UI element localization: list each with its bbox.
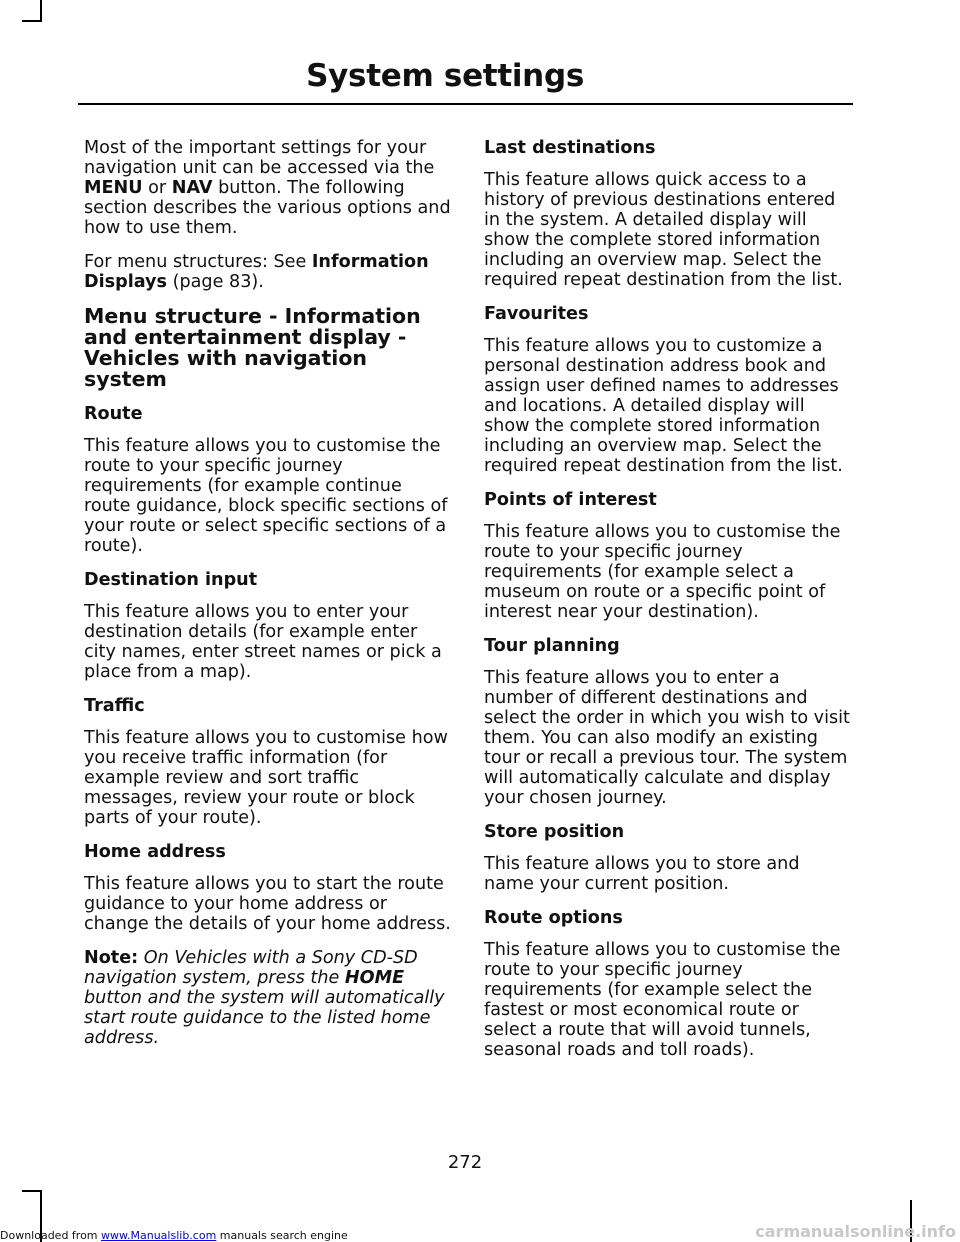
crop-mark	[22, 1190, 42, 1192]
note-paragraph: Note: On Vehicles with a Sony CD-SD navigation system, press the HOME button and the system will automatically start route guidance to the listed home address.	[84, 948, 445, 1048]
subsection-body: This feature allows you to customise how you receive traffic information (for example review and sort traffic messages, review your route or block parts of your route).	[84, 728, 448, 828]
download-footer: Downloaded from www.Manualslib.com manuals search engine	[0, 1229, 348, 1242]
subsection-body: This feature allows you to customise the route to your specific journey requirements (for example continue route guidance, block specific sections of your route or select specific sections of a route).	[84, 436, 448, 556]
section-title: Menu structure - Information and entertainment display - Vehicles with navigation system	[84, 304, 421, 391]
note-label: Note:	[84, 948, 139, 968]
manualslib-link[interactable]: www.Manualslib.com	[101, 1229, 217, 1242]
subsection-body: This feature allows you to customise the route to your specific journey requirements (for example select the fastest or most economical route or select a route that will avoid tunnels, seasonal roads and toll roads).	[484, 940, 841, 1060]
subsection-heading: Destination input	[84, 570, 258, 590]
subsection-heading: Store position	[484, 822, 625, 842]
menu-button-ref: MENU	[84, 178, 143, 198]
header-divider	[78, 103, 853, 105]
subsection-heading: Favourites	[484, 304, 589, 324]
left-column	[84, 138, 452, 1062]
crop-mark	[40, 0, 42, 22]
subsection-heading: Traffic	[84, 696, 145, 716]
page-title: System settings	[306, 58, 584, 94]
subsection-body: This feature allows you to customise the route to your specific journey requirements (for example select a museum on route or a specific point of interest near your destination).	[484, 522, 841, 622]
subsection-heading: Home address	[84, 842, 226, 862]
subsection-heading: Route	[84, 404, 143, 424]
subsection-body: This feature allows you to start the route guidance to your home address or change the details of your home address.	[84, 874, 451, 934]
subsection-body: This feature allows you to store and name your current position.	[484, 854, 800, 894]
subsection-body: This feature allows you to enter a number of different destinations and select the order in which you wish to visit them. You can also modify an existing tour or recall a previous tour. The system will automatically calculate and display your chosen journey.	[484, 668, 850, 808]
crop-mark	[22, 20, 42, 22]
subsection-heading: Tour planning	[484, 636, 620, 656]
crossref-paragraph: For menu structures: See Information Displays (page 83).	[84, 252, 429, 292]
nav-button-ref: NAV	[171, 178, 213, 198]
right-column	[484, 138, 852, 1074]
home-button-ref: HOME	[344, 968, 405, 988]
subsection-heading: Last destinations	[484, 138, 656, 158]
page-number: 272	[447, 1152, 483, 1173]
subsection-heading: Points of interest	[484, 490, 657, 510]
subsection-body: This feature allows you to customize a personal destination address book and assign user defined names to addresses and locations. A detailed display will show the complete stored information including an overview map. Select the required repeat destination from the list.	[484, 336, 843, 476]
subsection-body: This feature allows quick access to a history of previous destinations entered in the system. A detailed display will show the complete stored information including an overview map. Select the required repeat destination from the list.	[484, 170, 843, 290]
subsection-heading: Route options	[484, 908, 623, 928]
crossref-link[interactable]: Information Displays	[84, 252, 429, 292]
watermark: carmanualsonline.info	[755, 1222, 956, 1241]
subsection-body: This feature allows you to enter your destination details (for example enter city names, enter street names or pick a place from a map).	[84, 602, 442, 682]
intro-paragraph: Most of the important settings for your navigation unit can be accessed via the MENU or NAV button. The following section describes the various options and how to use them.	[84, 138, 451, 238]
